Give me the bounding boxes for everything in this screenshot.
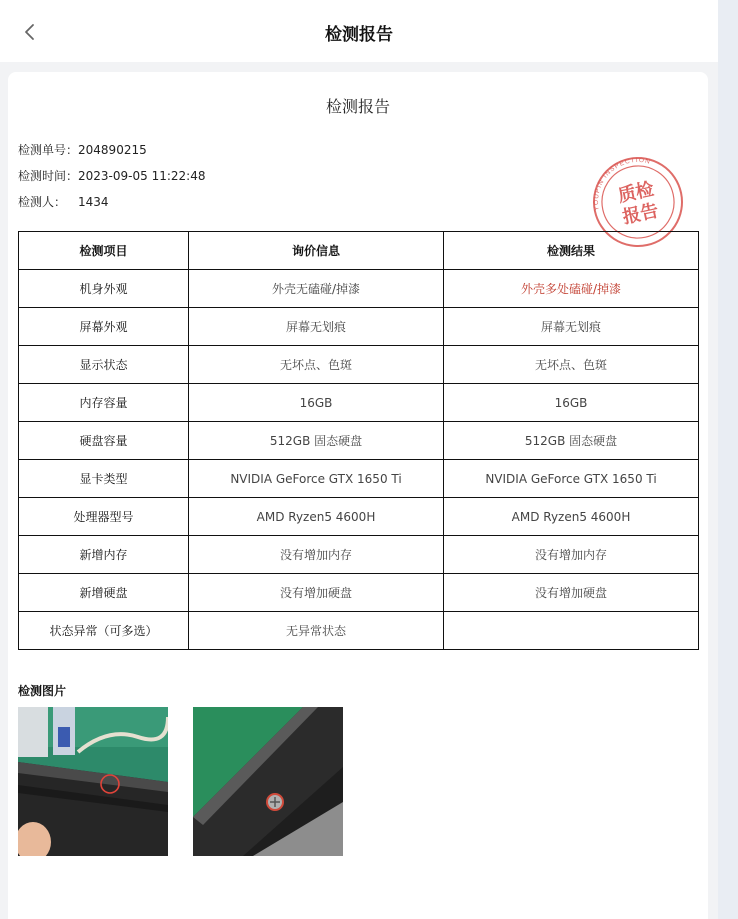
photos-section-title: 检测图片	[18, 684, 67, 698]
row-inquiry: AMD Ryzen5 4600H	[189, 498, 444, 536]
inspection-time-value: 2023-09-05 11:22:48	[78, 169, 206, 183]
order-number-row	[18, 141, 147, 158]
table-row	[19, 536, 699, 574]
stamp-ring-text: YOUPIN INSPECTION	[592, 156, 652, 212]
row-result: 没有增加内存	[444, 536, 699, 574]
header-result: 检测结果	[444, 232, 699, 270]
row-inquiry: 512GB 固态硬盘	[189, 422, 444, 460]
table-row	[19, 612, 699, 650]
report-title: 检测报告	[325, 97, 390, 116]
order-number-label: 检测单号：	[18, 143, 79, 157]
header-inquiry: 询价信息	[189, 232, 444, 270]
row-item: 新增内存	[19, 536, 189, 574]
stamp-text-top: 质检	[616, 178, 656, 207]
row-inquiry: 16GB	[189, 384, 444, 422]
row-result: 无坏点、色斑	[444, 346, 699, 384]
row-item: 显卡类型	[19, 460, 189, 498]
row-inquiry: NVIDIA GeForce GTX 1650 Ti	[189, 460, 444, 498]
row-inquiry: 屏幕无划痕	[189, 308, 444, 346]
table-row	[19, 308, 699, 346]
row-item: 屏幕外观	[19, 308, 189, 346]
row-inquiry: 外壳无磕碰/掉漆	[189, 270, 444, 308]
row-item: 机身外观	[19, 270, 189, 308]
row-result: AMD Ryzen5 4600H	[444, 498, 699, 536]
inspector-label: 检测人：	[18, 195, 67, 209]
table-header-row	[19, 232, 699, 270]
stamp-text-bottom: 报告	[620, 200, 661, 229]
table-row	[19, 574, 699, 612]
row-result: 512GB 固态硬盘	[444, 422, 699, 460]
table-row	[19, 460, 699, 498]
row-result: 没有增加硬盘	[444, 574, 699, 612]
inspection-photo-1[interactable]	[18, 707, 168, 856]
order-number-value: 204890215	[78, 143, 147, 157]
row-item: 硬盘容量	[19, 422, 189, 460]
table-row	[19, 346, 699, 384]
inspector-value: 1434	[78, 195, 109, 209]
row-result: 屏幕无划痕	[444, 308, 699, 346]
row-result: NVIDIA GeForce GTX 1650 Ti	[444, 460, 699, 498]
table-row	[19, 422, 699, 460]
table-row	[19, 270, 699, 308]
report-card	[8, 72, 708, 919]
row-item: 内存容量	[19, 384, 189, 422]
row-item: 新增硬盘	[19, 574, 189, 612]
row-item: 状态异常（可多选）	[19, 612, 189, 650]
inspector-row	[18, 193, 109, 210]
row-inquiry: 无坏点、色斑	[189, 346, 444, 384]
inspection-photo-2[interactable]	[193, 707, 343, 856]
nav-bar	[0, 0, 718, 62]
row-result-warning: 外壳多处磕碰/掉漆	[444, 270, 699, 308]
row-result	[444, 612, 699, 650]
row-item: 处理器型号	[19, 498, 189, 536]
header-item: 检测项目	[19, 232, 189, 270]
row-result: 16GB	[444, 384, 699, 422]
inspection-time-row	[18, 167, 205, 184]
row-item: 显示状态	[19, 346, 189, 384]
row-inquiry: 没有增加内存	[189, 536, 444, 574]
row-inquiry: 无异常状态	[189, 612, 444, 650]
scrollbar-track[interactable]	[718, 0, 738, 919]
table-row	[19, 384, 699, 422]
inspection-table	[18, 231, 699, 650]
inspection-time-label: 检测时间：	[18, 169, 79, 183]
row-inquiry: 没有增加硬盘	[189, 574, 444, 612]
page-title: 检测报告	[325, 25, 393, 45]
table-row	[19, 498, 699, 536]
